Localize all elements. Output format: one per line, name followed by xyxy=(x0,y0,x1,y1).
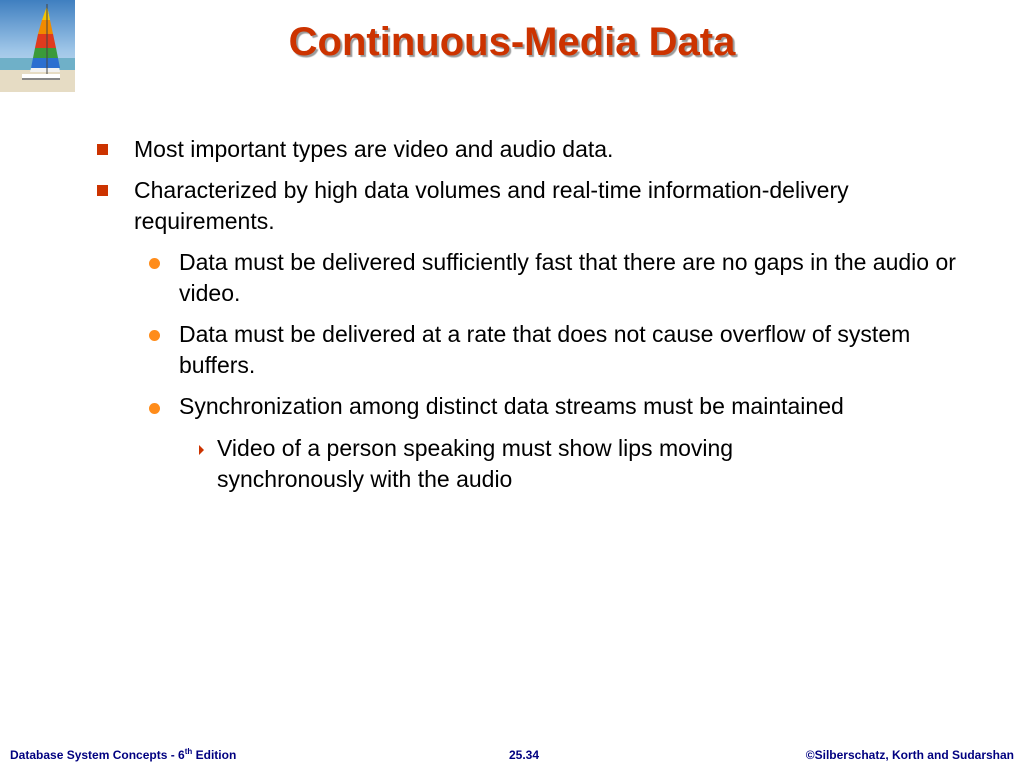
footer-book-prefix: Database System Concepts - 6 xyxy=(10,748,185,762)
footer-book-suffix: Edition xyxy=(192,748,237,762)
bullet-item-6: Video of a person speaking must show lips moving synchronously with the audio xyxy=(217,435,734,492)
footer-book-title xyxy=(10,747,236,762)
dot-bullet-icon xyxy=(149,330,160,341)
bullet-item-1: Most important types are video and audio data. xyxy=(134,136,614,162)
footer-copyright: ©Silberschatz, Korth and Sudarshan xyxy=(805,748,1014,762)
footer-book-sup: th xyxy=(184,747,193,756)
square-bullet-icon xyxy=(97,144,108,155)
square-bullet-icon xyxy=(97,185,108,196)
bullet-item-5: Synchronization among distinct data streams must be maintained xyxy=(179,393,844,419)
footer-page-number: 25.34 xyxy=(509,748,540,762)
bullet-item-3: Data must be delivered sufficiently fast that there are no gaps in the audio or video. xyxy=(179,249,956,306)
bullet-item-2: Characterized by high data volumes and real-time information-delivery requirements. xyxy=(134,177,849,234)
dot-bullet-icon xyxy=(149,403,160,414)
bullet-item-4: Data must be delivered at a rate that does not cause overflow of system buffers. xyxy=(179,321,911,378)
dot-bullet-icon xyxy=(149,258,160,269)
arrow-bullet-icon xyxy=(199,445,204,455)
slide-title: Continuous-Media Data xyxy=(288,20,736,64)
